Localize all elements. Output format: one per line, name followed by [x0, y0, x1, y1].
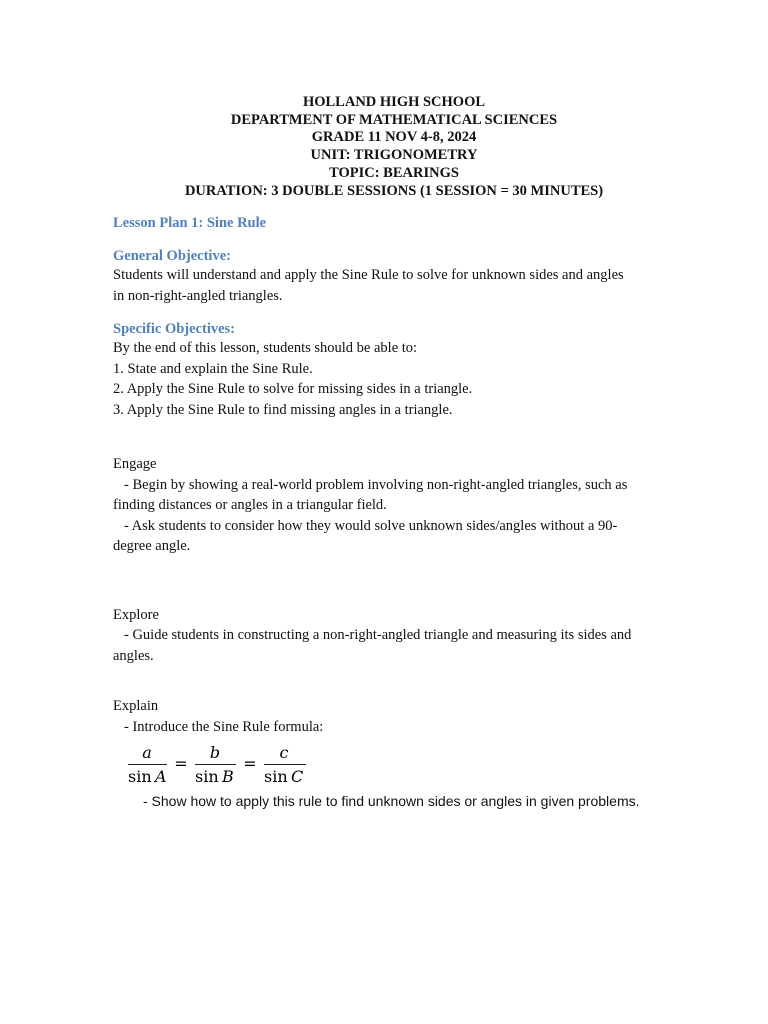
explore-point-continued: angles. — [113, 647, 154, 664]
school-name: HOLLAND HIGH SCHOOL — [302, 94, 486, 110]
formula-denominator-sin: sin — [195, 767, 219, 787]
formula-denominator-sin: sin — [128, 767, 152, 787]
formula-denominator-C: C — [291, 767, 304, 787]
explain-point-application: - Show how to apply this rule to find unknown sides or angles in given problems. — [143, 793, 640, 810]
formula-denominator-B: B — [222, 767, 234, 787]
specific-objectives-list — [113, 338, 655, 420]
engage-label: Engage — [113, 456, 157, 473]
general-objective-heading: General Objective: — [113, 248, 231, 265]
sine-rule-formula-svg — [127, 741, 327, 791]
explore-section — [113, 605, 655, 667]
formula-denominator-A: A — [155, 767, 167, 787]
general-objective-line: Students will understand and apply the Sine Rule to solve for unknown sides and angles — [113, 267, 624, 284]
explore-point: - Guide students in constructing a non-right-angled triangle and measuring its sides and — [124, 627, 632, 644]
document-header — [108, 94, 680, 200]
objective-item: 3. Apply the Sine Rule to find missing angles in a triangle. — [113, 401, 453, 418]
lesson-plan-title: Lesson Plan 1: Sine Rule — [113, 215, 267, 232]
explain-label: Explain — [113, 698, 159, 715]
general-objective-text — [113, 265, 655, 306]
sine-rule-formula — [127, 741, 655, 791]
grade-date: GRADE 11 NOV 4-8, 2024 — [311, 129, 477, 146]
general-objective-line: in non-right-angled triangles. — [113, 287, 283, 304]
formula-denominator-sin: sin — [264, 767, 288, 787]
formula-numerator-a: a — [142, 743, 152, 763]
objective-item: 2. Apply the Sine Rule to solve for missing sides in a triangle. — [113, 381, 473, 398]
formula-numerator-c: c — [279, 743, 289, 763]
explain-section — [113, 696, 655, 737]
specific-objectives-heading: Specific Objectives: — [113, 321, 236, 338]
engage-section — [113, 454, 655, 557]
engage-point: - Begin by showing a real-world problem involving non-right-angled triangles, such as — [124, 476, 628, 493]
document-page — [113, 94, 655, 811]
formula-numerator-b: b — [209, 743, 221, 763]
topic-line: TOPIC: BEARINGS — [329, 164, 459, 181]
department-name: DEPARTMENT OF MATHEMATICAL SCIENCES — [230, 111, 558, 128]
explore-label: Explore — [113, 606, 159, 623]
explain-point: - Introduce the Sine Rule formula: — [124, 718, 324, 735]
engage-point-continued: finding distances or angles in a triangular field. — [113, 497, 387, 514]
unit-line: UNIT: TRIGONOMETRY — [310, 147, 478, 164]
specific-objectives-intro: By the end of this lesson, students should be able to: — [113, 340, 418, 357]
formula-equals: = — [243, 754, 257, 774]
formula-equals: = — [174, 754, 188, 774]
duration-line: DURATION: 3 DOUBLE SESSIONS (1 SESSION = 30 MINUTES) — [184, 182, 604, 199]
objective-item: 1. State and explain the Sine Rule. — [113, 360, 313, 377]
engage-point: - Ask students to consider how they would solve unknown sides/angles without a 90- — [124, 517, 618, 534]
engage-point-continued: degree angle. — [113, 538, 191, 555]
